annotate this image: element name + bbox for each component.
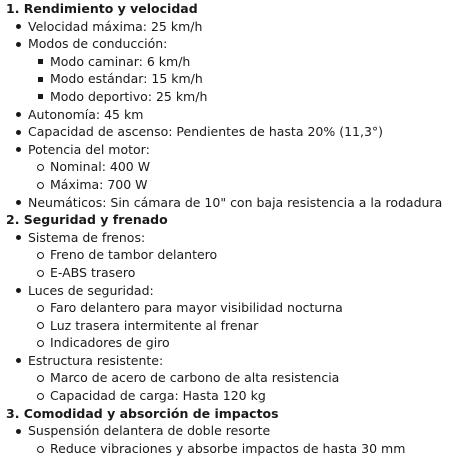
list-item: Modo estándar: 15 km/h bbox=[6, 70, 460, 88]
list-item: Faro delantero para mayor visibilidad nocturna bbox=[6, 299, 460, 317]
list-item: E-ABS trasero bbox=[6, 264, 460, 282]
section-heading: 1. Rendimiento y velocidad bbox=[6, 1, 198, 16]
bullet-disc-icon bbox=[12, 422, 28, 440]
list-item: Capacidad de carga: Hasta 120 kg bbox=[6, 387, 460, 405]
list-item: Suspensión delantera de doble resorte bbox=[6, 422, 460, 440]
list-item: Marco de acero de carbono de alta resistencia bbox=[6, 369, 460, 387]
list-item: Velocidad máxima: 25 km/h bbox=[6, 18, 460, 36]
bullet-disc-icon bbox=[12, 141, 28, 159]
bullet-disc-icon bbox=[12, 229, 28, 247]
list-item: Freno de tambor delantero bbox=[6, 246, 460, 264]
section-heading: 2. Seguridad y frenado bbox=[6, 212, 168, 228]
bullet-disc-icon bbox=[12, 282, 28, 300]
bullet-circle-icon bbox=[34, 387, 50, 405]
bullet-square-icon bbox=[34, 88, 50, 106]
list-item: Modo deportivo: 25 km/h bbox=[6, 88, 460, 106]
list-item: Indicadores de giro bbox=[6, 334, 460, 352]
bullet-disc-icon bbox=[12, 18, 28, 36]
bullet-circle-icon bbox=[34, 264, 50, 282]
bullet-circle-icon bbox=[34, 440, 50, 458]
bullet-square-icon bbox=[34, 53, 50, 71]
list-item: Reduce vibraciones y absorbe impactos de hasta 30 mm bbox=[6, 440, 460, 458]
list-item: Autonomía: 45 km bbox=[6, 106, 460, 124]
bullet-circle-icon bbox=[34, 246, 50, 264]
list-item: Capacidad de ascenso: Pendientes de hasta 20% (11,3°) bbox=[6, 123, 460, 141]
bullet-disc-icon bbox=[12, 35, 28, 53]
list-item: Luces de seguridad: bbox=[6, 282, 460, 300]
bullet-circle-icon bbox=[34, 317, 50, 335]
list-item: Luz trasera intermitente al frenar bbox=[6, 317, 460, 335]
section-heading: 3. Comodidad y absorción de impactos bbox=[6, 405, 279, 421]
list-item: Nominal: 400 W bbox=[6, 158, 460, 176]
bullet-circle-icon bbox=[34, 176, 50, 194]
bullet-disc-icon bbox=[12, 352, 28, 370]
bullet-square-icon bbox=[34, 70, 50, 88]
list-item: Sistema de frenos: bbox=[6, 229, 460, 247]
bullet-circle-icon bbox=[34, 158, 50, 176]
bullet-circle-icon bbox=[34, 369, 50, 387]
list-item: Máxima: 700 W bbox=[6, 176, 460, 194]
list-item: Neumáticos: Sin cámara de 10" con baja resistencia a la rodadura bbox=[6, 194, 460, 212]
bullet-circle-icon bbox=[34, 299, 50, 317]
list-item: Modos de conducción: bbox=[6, 35, 460, 53]
list-item: Modo caminar: 6 km/h bbox=[6, 53, 460, 71]
bullet-disc-icon bbox=[12, 106, 28, 124]
bullet-disc-icon bbox=[12, 194, 28, 212]
list-item: Estructura resistente: bbox=[6, 352, 460, 370]
list-item: Potencia del motor: bbox=[6, 141, 460, 159]
bullet-disc-icon bbox=[12, 123, 28, 141]
bullet-circle-icon bbox=[34, 334, 50, 352]
